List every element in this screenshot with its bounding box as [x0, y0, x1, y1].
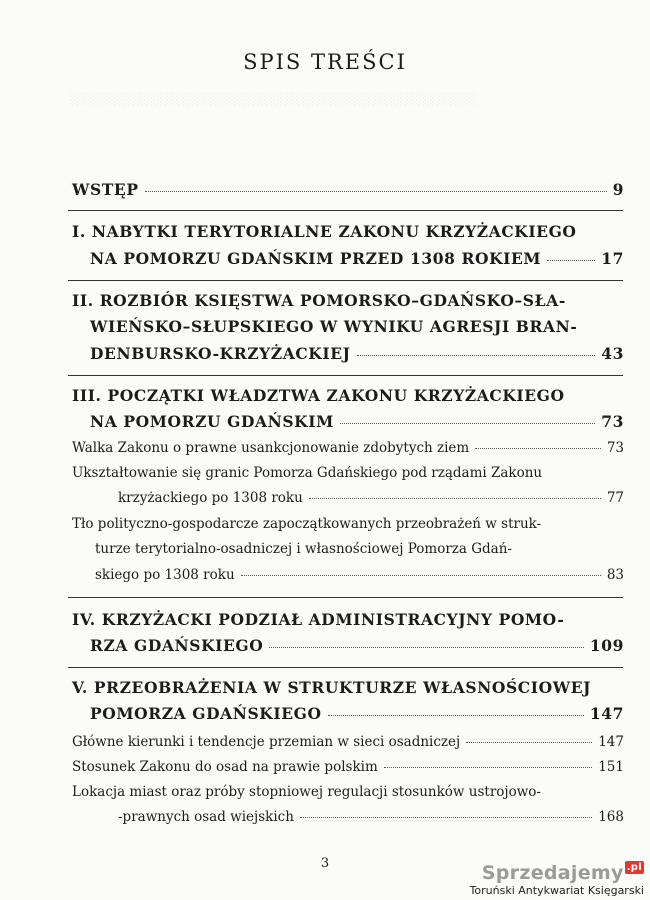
- toc-page-number: 43: [601, 344, 624, 363]
- toc-page-number: 9: [612, 180, 624, 199]
- divider: [68, 375, 623, 376]
- toc-entry-title: III. POCZĄTKI WŁADZTWA ZAKONU KRZYŻACKIEGO: [72, 386, 565, 405]
- toc-entry-title: krzyżackiego po 1308 roku: [118, 490, 303, 506]
- toc-entry-title: Lokacja miast oraz próby stopniowej regulacji stosunków ustrojowo-: [72, 784, 541, 800]
- page-title: SPIS TREŚCI: [243, 50, 407, 74]
- toc-entry-chapter-5[interactable]: [72, 678, 624, 697]
- toc-entry-title: Główne kierunki i tendencje przemian w sieci osadniczej: [72, 734, 461, 750]
- toc-entry-title: V. PRZEOBRAŻENIA W STRUKTURZE WŁASNOŚCIOWEJ: [72, 678, 592, 697]
- dot-leader: [328, 715, 584, 716]
- toc-page-number: 147: [589, 704, 624, 723]
- toc-entry-title: POMORZA GDAŃSKIEGO: [90, 704, 322, 723]
- toc-entry-title: skiego po 1308 roku: [95, 567, 235, 583]
- toc-entry-title: IV. KRZYŻACKI PODZIAŁ ADMINISTRACYJNY POMO-: [72, 610, 565, 629]
- toc-entry-section[interactable]: [72, 440, 624, 456]
- dot-leader: [547, 260, 595, 261]
- toc-entry-title: Stosunek Zakonu do osad na prawie polskim: [72, 759, 378, 775]
- toc-page-number: 109: [589, 636, 624, 655]
- toc-entry-title: -prawnych osad wiejskich: [118, 809, 294, 825]
- toc-entry-title: NA POMORZU GDAŃSKIM PRZED 1308 ROKIEM: [90, 249, 542, 268]
- toc-entry-title: turze terytorialno-osadniczej i własnościowej Pomorza Gdań-: [95, 541, 512, 557]
- dot-leader: [340, 423, 595, 424]
- toc-entry-title: WSTĘP: [72, 180, 139, 199]
- dot-leader: [145, 191, 607, 192]
- toc-entry-chapter-2[interactable]: [72, 291, 624, 310]
- dot-leader: [384, 767, 592, 768]
- toc-page-number: 73: [601, 412, 624, 431]
- toc-entry-chapter-2-cont[interactable]: [90, 344, 624, 363]
- toc-entry-chapter-1-cont[interactable]: [90, 249, 624, 268]
- toc-entry-title: II. ROZBIÓR KSIĘSTWA POMORSKO–GDAŃSKO–SŁA-: [72, 291, 566, 310]
- dot-leader: [241, 575, 601, 576]
- toc-page-number: 77: [606, 490, 624, 506]
- toc-entry-title: Tło polityczno-gospodarcze zapoczątkowanych przeobrażeń w struk-: [72, 516, 542, 532]
- toc-entry-section[interactable]: [72, 759, 624, 775]
- toc-page-number: 151: [598, 759, 624, 775]
- toc-entry-chapter-5-cont[interactable]: [90, 704, 624, 723]
- watermark-seller: Toruński Antykwariat Księgarski: [469, 884, 644, 897]
- dot-leader: [300, 817, 592, 818]
- toc-page-number: 168: [598, 809, 624, 825]
- toc-entry-section[interactable]: [72, 465, 624, 481]
- dot-leader: [269, 647, 583, 648]
- toc-page-number: 147: [598, 734, 624, 750]
- toc-entry-chapter-4-cont[interactable]: [90, 636, 624, 655]
- toc-entry-section[interactable]: [72, 734, 624, 750]
- toc-entry-section[interactable]: [72, 516, 624, 532]
- divider: [68, 667, 623, 668]
- toc-entry-title: Walka Zakonu o prawne usankcjonowanie zdobytych ziem: [72, 440, 470, 456]
- dot-leader: [357, 355, 596, 356]
- divider: [68, 210, 623, 211]
- toc-entry-title: Ukształtowanie się granic Pomorza Gdańskiego pod rządami Zakonu: [72, 465, 543, 481]
- watermark-logo: Sprzedajemy $^{.pl}$: [481, 862, 642, 884]
- page-number: 3: [320, 856, 330, 871]
- toc-entry-title: DENBURSKO-KRZYŻACKIEJ: [90, 344, 351, 363]
- dot-leader: [309, 498, 601, 499]
- toc-entry-section-cont[interactable]: [95, 567, 624, 583]
- bleed-through: ░░░░░░░░░░░░░░░░░░░░░░░░░░░░░░░░░░░░░░░░░░░░: [70, 92, 477, 106]
- toc-entry-title: I. NABYTKI TERYTORIALNE ZAKONU KRZYŻACKIEGO: [72, 222, 577, 241]
- toc-entry-title: NA POMORZU GDAŃSKIM: [90, 412, 334, 431]
- toc-entry-chapter-2-cont[interactable]: [90, 317, 624, 336]
- toc-entry-chapter-4[interactable]: [72, 610, 624, 629]
- watermark: [470, 862, 644, 897]
- toc-entry-section[interactable]: [72, 784, 624, 800]
- toc-entry-introduction[interactable]: [72, 180, 624, 199]
- toc-page-number: 73: [606, 440, 624, 456]
- divider: [68, 597, 623, 598]
- toc-entry-chapter-3-cont[interactable]: [90, 412, 624, 431]
- toc-entry-chapter-3[interactable]: [72, 386, 624, 405]
- toc-page-number: 83: [606, 567, 624, 583]
- toc-entry-section-cont[interactable]: [118, 490, 624, 506]
- toc-entry-section-cont[interactable]: [95, 541, 624, 557]
- dot-leader: [466, 742, 592, 743]
- toc-entry-title: RZA GDAŃSKIEGO: [90, 636, 264, 655]
- toc-entry-chapter-1[interactable]: [72, 222, 624, 241]
- toc-entry-title: WIEŃSKO–SŁUPSKIEGO W WYNIKU AGRESJI BRAN-: [90, 317, 578, 336]
- divider: [68, 280, 623, 281]
- toc-entry-section-cont[interactable]: [118, 809, 624, 825]
- toc-page-number: 17: [601, 249, 624, 268]
- dot-leader: [475, 448, 601, 449]
